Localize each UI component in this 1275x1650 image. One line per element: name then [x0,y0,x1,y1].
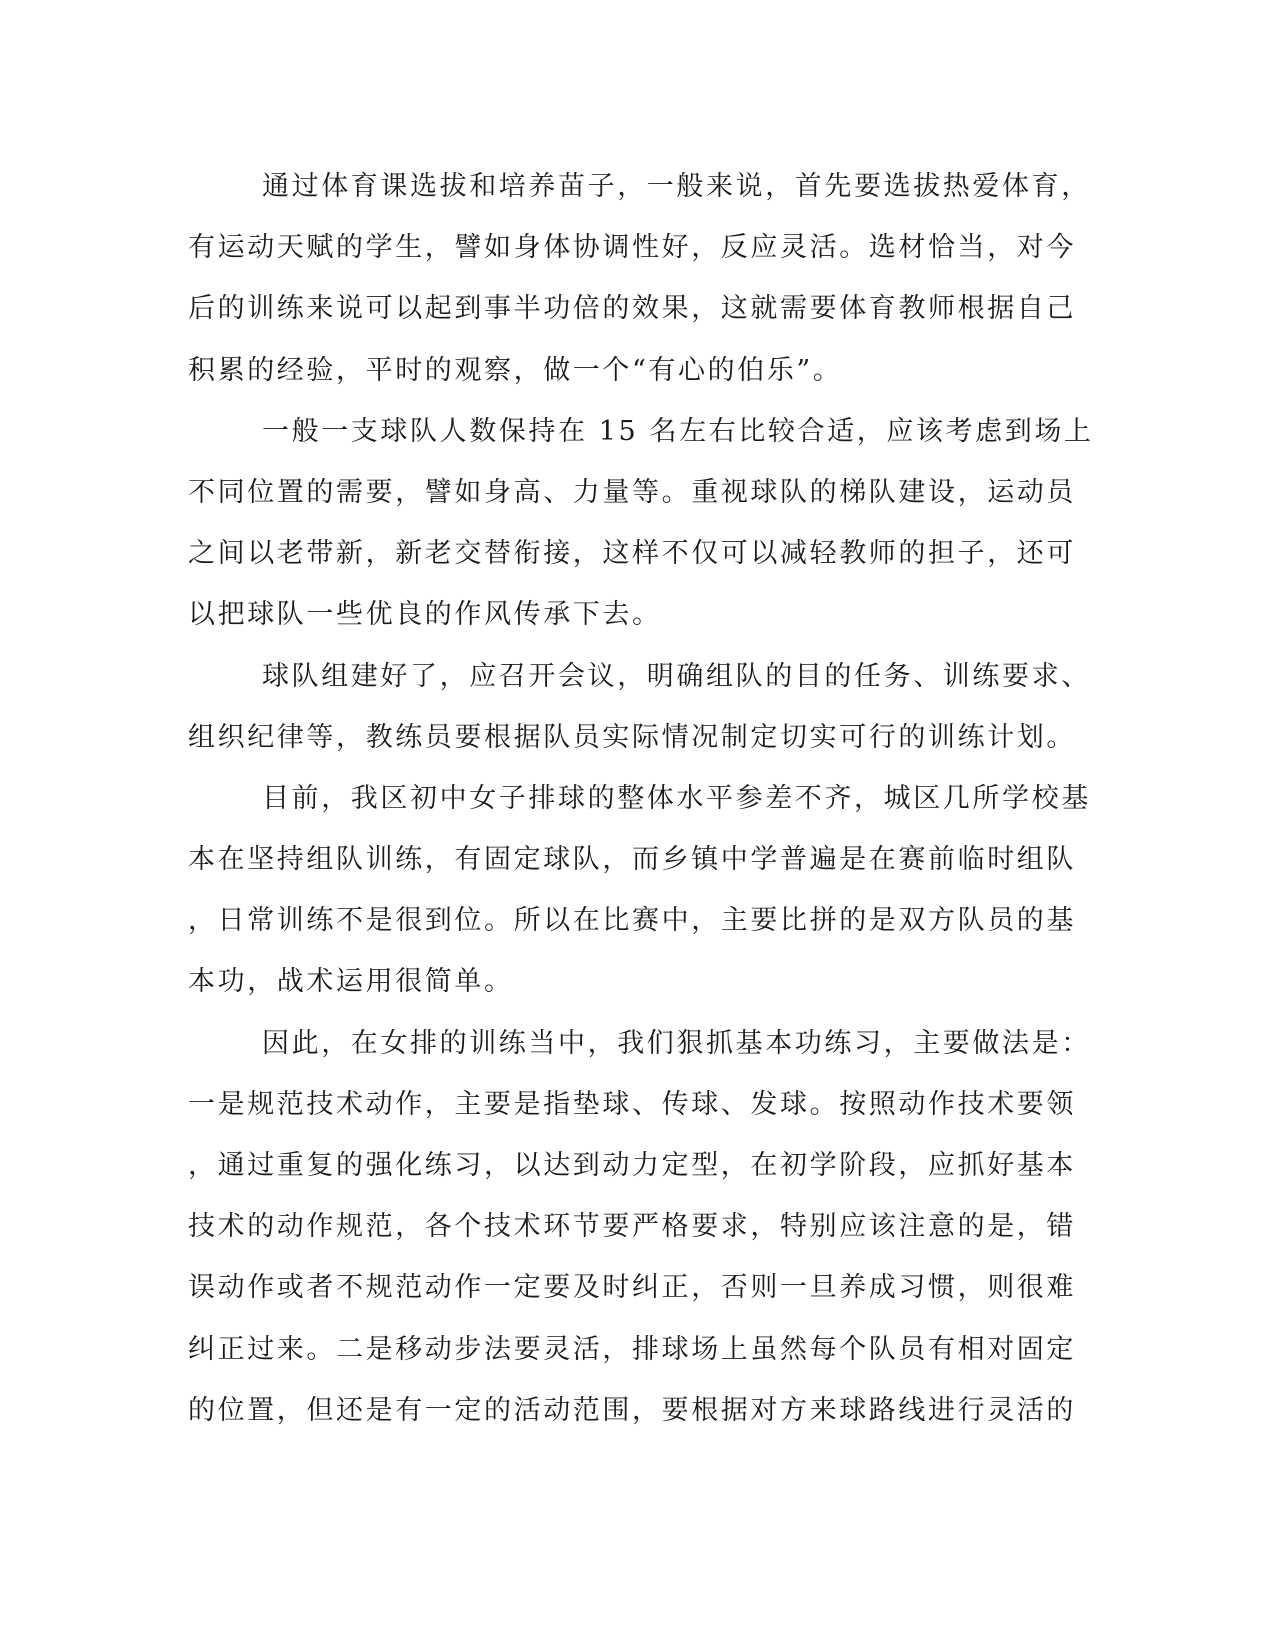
text-line: 目前，我区初中女子排球的整体水平参差不齐，城区几所学校基 [262,782,1091,814]
text-line: 的位置，但还是有一定的活动范围，要根据对方来球路线进行灵活的 [188,1394,1076,1426]
text-line: 球队组建好了，应召开会议，明确组队的目的任务、训练要求、 [262,660,1091,692]
text-line: 一是规范技术动作，主要是指垫球、传球、发球。按照动作技术要领 [188,1088,1076,1120]
body-text [188,156,1094,1441]
text-line: 因此，在女排的训练当中，我们狠抓基本功练习，主要做法是： [262,1027,1091,1059]
text-line: 本功，战术运用很简单。 [188,966,514,998]
text-line: 有运动天赋的学生，譬如身体协调性好，反应灵活。选材恰当，对今 [188,232,1076,264]
text-line: 不同位置的需要，譬如身高、力量等。重视球队的梯队建设，运动员 [188,476,1076,508]
text-line: 通过体育课选拔和培养苗子，一般来说，首先要选拔热爱体育， [262,171,1091,202]
text-line: 之间以老带新，新老交替衔接，这样不仅可以减轻教师的担子，还可 [188,538,1076,570]
text-line: ，日常训练不是很到位。所以在比赛中，主要比拼的是双方队员的基 [188,905,1076,937]
text-line: 纠正过来。二是移动步法要灵活，排球场上虽然每个队员有相对固定 [188,1333,1076,1365]
text-line: 误动作或者不规范动作一定要及时纠正，否则一旦养成习惯，则很难 [188,1272,1076,1304]
text-line: 积累的经验，平时的观察，做一个“有心的伯乐”。 [188,354,843,386]
text-line: 组织纪律等，教练员要根据队员实际情况制定切实可行的训练计划。 [188,721,1076,753]
text-line: 一般一支球队人数保持在 15 名左右比较合适，应该考虑到场上 [262,415,1094,447]
text-line: 技术的动作规范，各个技术环节要严格要求，特别应该注意的是，错 [188,1211,1076,1243]
text-line: 后的训练来说可以起到事半功倍的效果，这就需要体育教师根据自己 [188,293,1076,325]
text-line: 本在坚持组队训练，有固定球队，而乡镇中学普遍是在赛前临时组队 [188,844,1076,876]
text-line: ，通过重复的强化练习，以达到动力定型，在初学阶段，应抓好基本 [188,1150,1076,1181]
text-line: 以把球队一些优良的作风传承下去。 [188,599,662,631]
